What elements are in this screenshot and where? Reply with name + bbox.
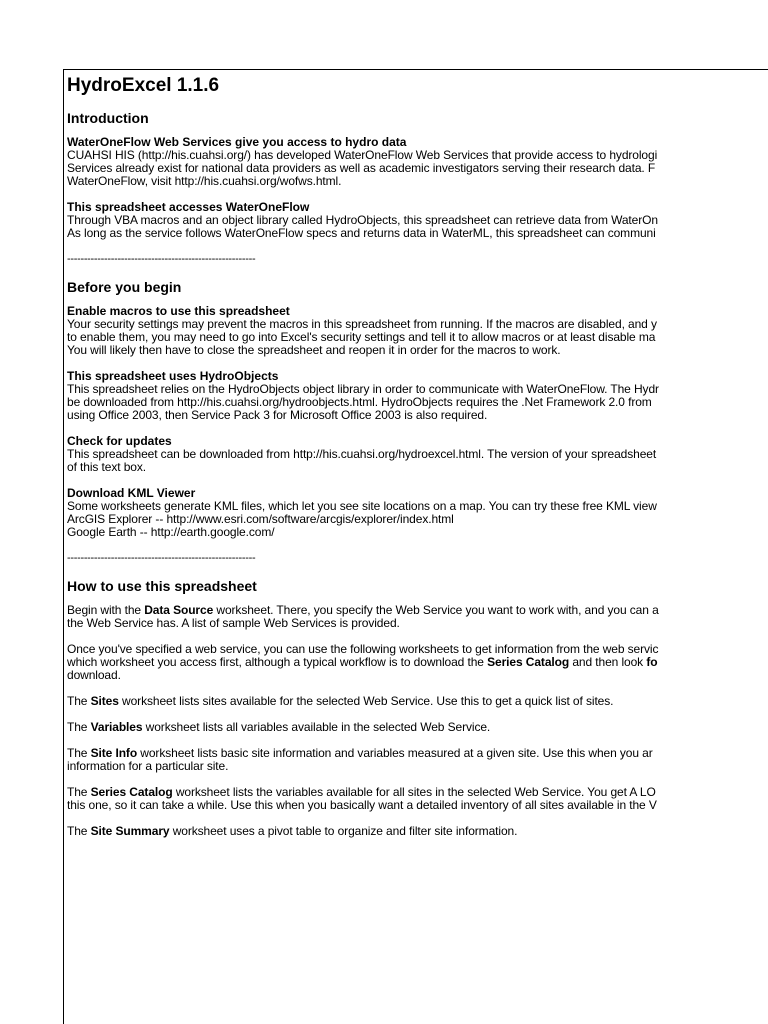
document-body <box>67 74 757 838</box>
subheading-uses-hydroobjects: This spreadsheet uses HydroObjects <box>67 369 279 383</box>
subheading-accesses-wateroneflow: This spreadsheet accesses WaterOneFlow <box>67 200 310 214</box>
bold-term: Series Catalog <box>487 655 570 669</box>
section-divider: -------------------------------------------------------- <box>67 552 256 564</box>
bold-term: Variables <box>90 720 143 734</box>
paragraph-line: The Site Info worksheet lists basic site information and variables measured at a given site. Use this when you ar <box>67 746 653 760</box>
paragraph-line: Google Earth -- http://earth.google.com/ <box>67 525 275 539</box>
paragraph-line: this one, so it can take a while. Use this when you basically want a detailed inventory of all sites available in the V <box>67 798 657 812</box>
paragraph-line: This spreadsheet relies on the HydroObjects object library in order to communicate with WaterOneFlow. The Hydr <box>67 382 659 396</box>
paragraph-line: The Sites worksheet lists sites available for the selected Web Service. Use this to get a quick list of sites. <box>67 694 614 708</box>
paragraph-line: Services already exist for national data providers as well as academic investigators serving their research data. F <box>67 161 656 175</box>
bold-term: Series Catalog <box>90 785 173 799</box>
subheading-download-kml-viewer: Download KML Viewer <box>67 486 196 500</box>
section-heading-how-to-use: How to use this spreadsheet <box>67 578 257 594</box>
paragraph-line: download. <box>67 668 121 682</box>
section-divider: -------------------------------------------------------- <box>67 253 256 265</box>
section-heading-before-you-begin: Before you begin <box>67 279 182 295</box>
bold-term: Site Info <box>90 746 138 760</box>
paragraph-line: be downloaded from http://his.cuahsi.org/hydroobjects.html. HydroObjects requires the .Net Framework 2.0 from <box>67 395 652 409</box>
paragraph-line: Some worksheets generate KML files, which let you see site locations on a map. You can try these free KML view <box>67 499 657 513</box>
paragraph-line: Once you've specified a web service, you can use the following worksheets to get information from the web servic <box>67 642 659 656</box>
subheading-enable-macros: Enable macros to use this spreadsheet <box>67 304 290 318</box>
paragraph-line: the Web Service has. A list of sample Web Services is provided. <box>67 616 400 630</box>
paragraph-line: The Series Catalog worksheet lists the variables available for all sites in the selected Web Service. You get A LO <box>67 785 656 799</box>
paragraph-line: using Office 2003, then Service Pack 3 for Microsoft Office 2003 is also required. <box>67 408 488 422</box>
paragraph-line: of this text box. <box>67 460 147 474</box>
text-box <box>63 69 768 1024</box>
bold-term: Sites <box>90 694 119 708</box>
paragraph-line: to enable them, you may need to go into Excel's security settings and tell it to allow macros or at least disable ma <box>67 330 656 344</box>
paragraph-line: The Site Summary worksheet uses a pivot table to organize and filter site information. <box>67 824 518 838</box>
document-title: HydroExcel 1.1.6 <box>67 75 220 96</box>
paragraph-line: information for a particular site. <box>67 759 229 773</box>
paragraph-line: This spreadsheet can be downloaded from http://his.cuahsi.org/hydroexcel.html. The version of your spreadsheet <box>67 447 657 461</box>
paragraph-line: Through VBA macros and an object library called HydroObjects, this spreadsheet can retrieve data from WaterOn <box>67 213 658 227</box>
paragraph-line: ArcGIS Explorer -- http://www.esri.com/software/arcgis/explorer/index.html <box>67 512 454 526</box>
subheading-wateroneflow-services: WaterOneFlow Web Services give you access to hydro data <box>67 135 407 149</box>
paragraph-line: The Variables worksheet lists all variables available in the selected Web Service. <box>67 720 491 734</box>
subheading-check-for-updates: Check for updates <box>67 434 172 448</box>
paragraph-line: Your security settings may prevent the macros in this spreadsheet from running. If the macros are disabled, and y <box>67 317 657 331</box>
paragraph-line: As long as the service follows WaterOneFlow specs and returns data in WaterML, this spreadsheet can communi <box>67 226 656 240</box>
paragraph-line: You will likely then have to close the spreadsheet and reopen it in order for the macros to work. <box>67 343 561 357</box>
paragraph-line: which worksheet you access first, although a typical workflow is to download the Series Catalog and then look fo <box>67 655 658 669</box>
paragraph-line: Begin with the Data Source worksheet. There, you specify the Web Service you want to work with, and you can a <box>67 603 659 617</box>
bold-term: Site Summary <box>90 824 170 838</box>
paragraph-line: CUAHSI HIS (http://his.cuahsi.org/) has developed WaterOneFlow Web Services that provide access to hydrologi <box>67 148 658 162</box>
paragraph-line: WaterOneFlow, visit http://his.cuahsi.org/wofws.html. <box>67 174 342 188</box>
bold-term: Data Source <box>144 603 214 617</box>
bold-term: fo <box>646 655 658 669</box>
section-heading-introduction: Introduction <box>67 110 149 126</box>
